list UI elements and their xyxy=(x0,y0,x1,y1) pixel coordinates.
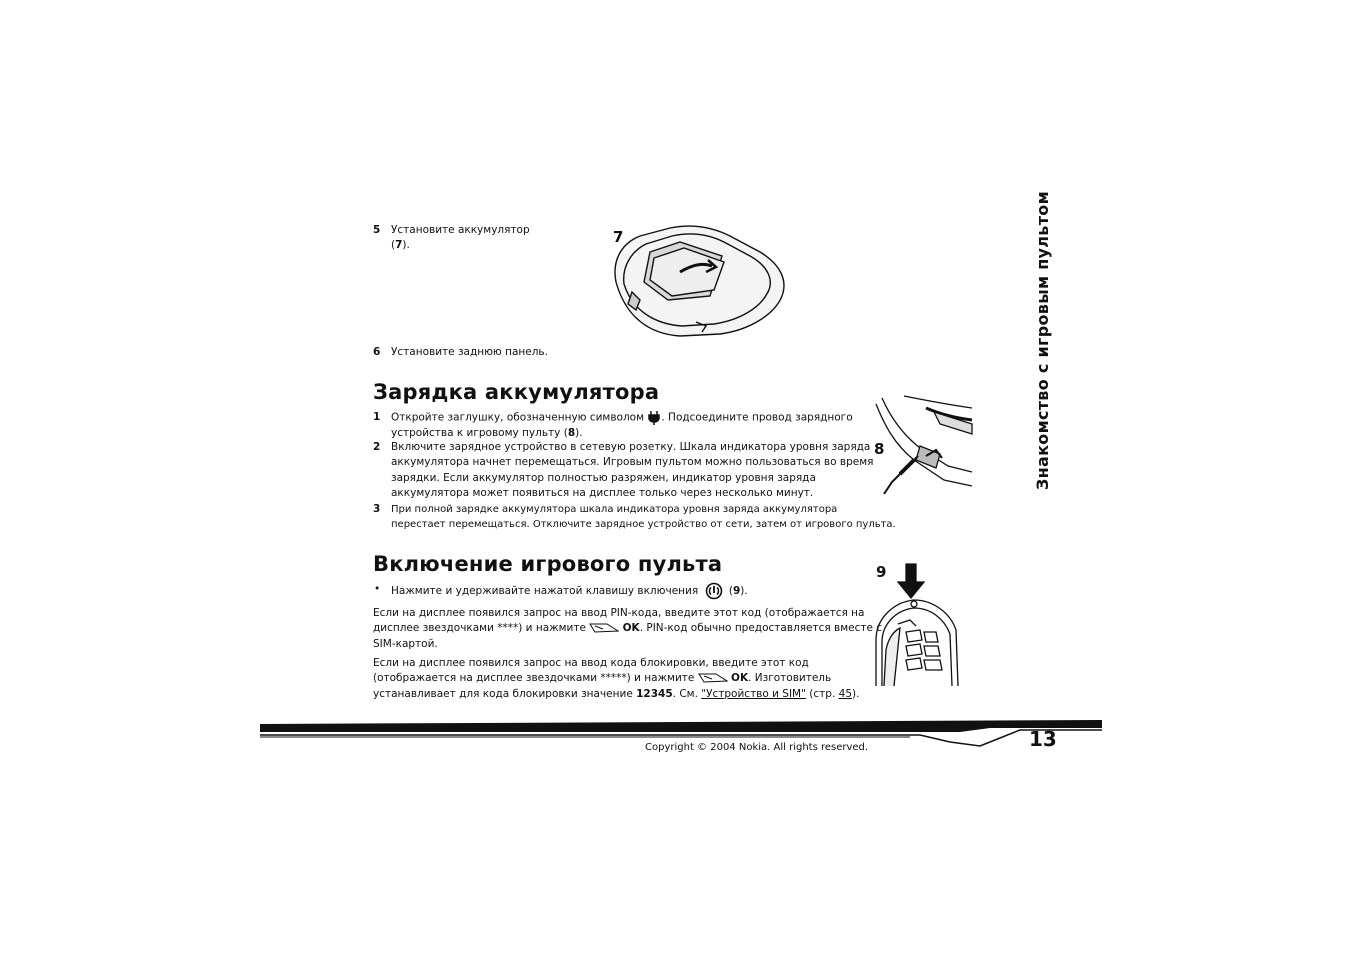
figure-ref: 7 xyxy=(395,239,403,252)
bullet-text-line: Нажмите и удерживайте нажатой клавишу включения xyxy=(391,585,699,597)
page-number: 13 xyxy=(1029,727,1057,751)
bullet-text xyxy=(391,582,748,600)
paren: ). xyxy=(740,585,748,597)
paren: ( xyxy=(728,585,733,597)
paragraph-line: Если на дисплее появился запрос на ввод кода блокировки, введите этот код xyxy=(373,657,809,669)
paragraph-line: (стр. xyxy=(809,687,836,700)
step-text-line: аккумулятора может появиться на дисплее только через несколько минут. xyxy=(391,486,814,499)
step-text-line: зарядки. Если аккумулятор полностью разряжен, индикатор уровня заряда xyxy=(391,471,816,484)
figure-label: 8 xyxy=(874,440,885,458)
step-text-line: Установите аккумулятор xyxy=(391,224,530,236)
step-text xyxy=(391,440,873,501)
paren: ). xyxy=(575,426,583,439)
step-text-line: аккумулятора начнет перемещаться. Игровым пультом можно пользоваться во время xyxy=(391,456,874,469)
copyright-notice: Copyright © 2004 Nokia. All rights reserved. xyxy=(645,742,869,753)
step-text-line: устройства к игровому пульту ( xyxy=(391,426,568,439)
ok-key-label: OK xyxy=(731,672,749,685)
paragraph-line: . PIN-код обычно предоставляется вместе с xyxy=(639,622,883,635)
lock-code-value: 12345 xyxy=(636,687,673,700)
section-title: Включение игрового пульта xyxy=(373,552,723,576)
figure-ref: 9 xyxy=(732,585,741,597)
step-number: 2 xyxy=(373,441,381,453)
paragraph xyxy=(373,656,859,702)
page-reference-link[interactable]: 45 xyxy=(838,687,853,700)
paren: ). xyxy=(402,239,410,252)
step-text-line: перестает перемещаться. Отключите зарядное устройство от сети, затем от игрового пульта. xyxy=(391,519,896,531)
figure-ref: 8 xyxy=(567,426,576,439)
paren: ). xyxy=(852,687,860,700)
left-selection-key-icon xyxy=(698,672,728,684)
figure-label: 9 xyxy=(876,563,887,581)
charger-connection-illustration xyxy=(874,394,974,500)
bullet-mark: • xyxy=(374,583,381,595)
paragraph-line: дисплее звездочками ****) и нажмите xyxy=(373,622,586,635)
step-number: 6 xyxy=(373,346,381,358)
figure-label: 7 xyxy=(613,228,624,246)
section-title: Зарядка аккумулятора xyxy=(373,380,660,404)
paragraph-line: (отображается на дисплее звездочками *****) и нажмите xyxy=(373,672,695,685)
battery-install-illustration xyxy=(610,222,790,342)
step-number: 5 xyxy=(373,224,381,236)
paragraph-line: Если на дисплее появился запрос на ввод PIN-кода, введите этот код (отображается на xyxy=(373,607,865,619)
paragraph-line: SIM-картой. xyxy=(373,637,438,650)
step-text xyxy=(391,502,896,533)
paragraph-line: . Изготовитель xyxy=(748,672,832,685)
cross-reference-link[interactable]: "Устройство и SIM" xyxy=(701,687,806,700)
charger-plug-icon xyxy=(647,410,661,425)
step-text xyxy=(391,410,853,441)
step-text-line: Откройте заглушку, обозначенную символом xyxy=(391,411,645,424)
step-number: 1 xyxy=(373,411,381,423)
ok-key-label: OK xyxy=(622,622,640,635)
step-text-line: При полной зарядке аккумулятора шкала индикатора уровня заряда аккумулятора xyxy=(391,504,838,515)
step-text-line: Включите зарядное устройство в сетевую розетку. Шкала индикатора уровня заряда xyxy=(391,441,871,453)
step-text-line: . Подсоедините провод зарядного xyxy=(661,411,853,424)
chapter-side-heading: Знакомство с игровым пультом xyxy=(1033,191,1052,490)
left-selection-key-icon xyxy=(589,622,619,634)
paragraph xyxy=(373,606,882,652)
paragraph-line: . См. xyxy=(672,687,698,700)
power-key-icon xyxy=(705,582,723,600)
step-text: Установите заднюю панель. xyxy=(391,346,548,358)
paragraph-line: устанавливает для кода блокировки значение xyxy=(373,687,633,700)
step-number: 3 xyxy=(373,503,381,515)
step-text xyxy=(391,223,530,254)
power-button-illustration xyxy=(870,560,962,688)
paren: ( xyxy=(391,239,396,252)
